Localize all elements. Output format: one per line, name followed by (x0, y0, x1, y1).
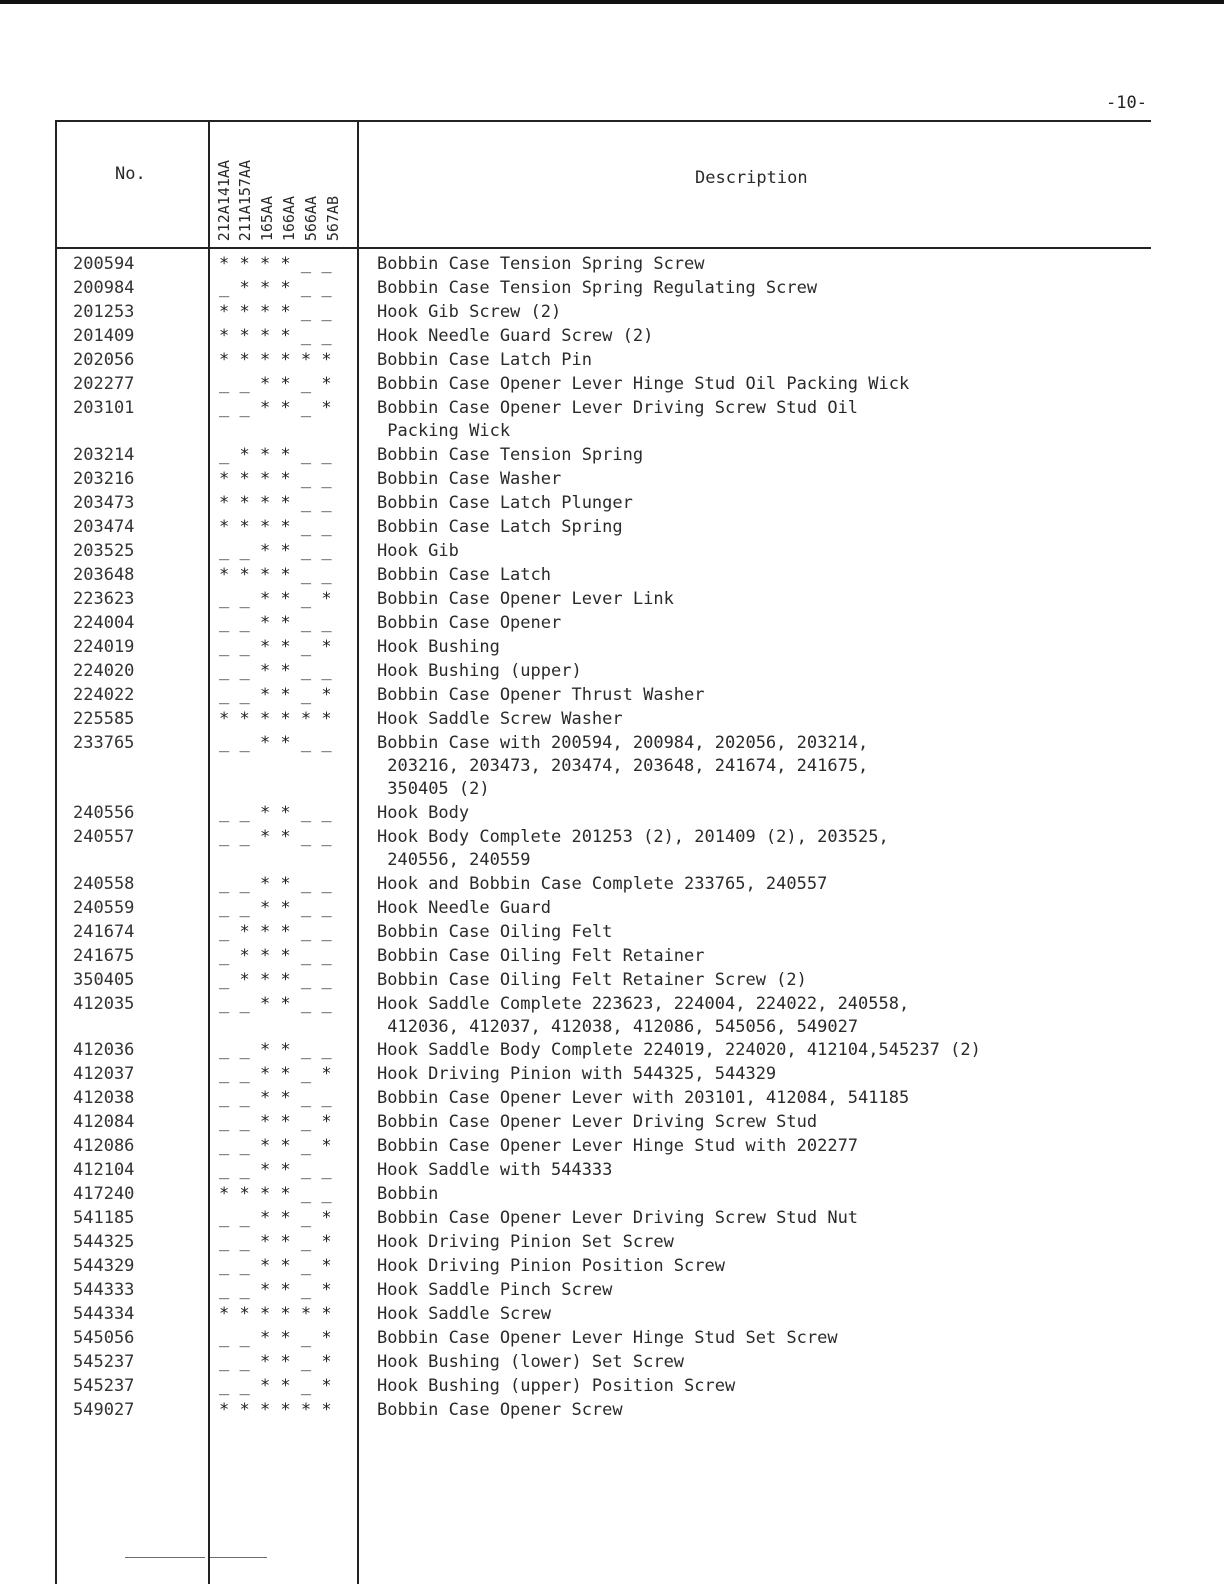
part-number: 545056 (73, 1328, 135, 1349)
part-description: Bobbin Case Opener Lever Hinge Stud Oil Packing Wick (377, 374, 910, 394)
table-row (55, 1111, 1151, 1135)
model-applicability: _ * * * _ _ (219, 921, 332, 942)
part-number: 202056 (73, 350, 135, 370)
table-row (55, 1327, 1151, 1351)
part-number: 412086 (73, 1136, 135, 1157)
parts-list (55, 253, 1151, 1423)
part-description: Bobbin Case Oiling Felt Retainer Screw (2) (377, 969, 807, 990)
table-row (55, 1135, 1151, 1159)
table-row (55, 921, 1151, 945)
part-description: Bobbin Case Latch (377, 564, 551, 585)
table-row (55, 1039, 1151, 1063)
model-applicability: _ _ * * _ * (219, 1280, 332, 1301)
part-number: 201253 (73, 302, 135, 322)
table-row (55, 732, 1151, 802)
model-applicability: _ * * * _ _ (219, 945, 332, 966)
table-row (55, 1279, 1151, 1303)
part-description: Bobbin Case Latch Spring (377, 516, 623, 537)
part-number: 412104 (73, 1160, 135, 1181)
part-number: 412037 (73, 1064, 135, 1085)
table-row (55, 969, 1151, 993)
table-row (55, 1231, 1151, 1255)
part-number: 544333 (73, 1280, 135, 1301)
part-number: 549027 (73, 1400, 135, 1421)
table-row (55, 540, 1151, 564)
part-number: 240558 (73, 873, 135, 894)
table-row (55, 588, 1151, 612)
model-applicability: _ _ * * _ _ (219, 873, 332, 894)
part-number: 202277 (73, 374, 135, 394)
part-description: Bobbin Case with 200594, 200984, 202056, 203214, 203216, 203473, 203474, 203648, 241674, 241675, 350405 (2) (377, 732, 869, 799)
model-applicability: _ _ * * _ _ (219, 826, 332, 847)
part-description: Hook Driving Pinion Set Screw (377, 1232, 674, 1253)
model-applicability: _ _ * * _ _ (219, 1040, 332, 1061)
part-description: Bobbin Case Oiling Felt Retainer (377, 945, 705, 966)
page-number: -10- (1106, 93, 1147, 113)
table-row (55, 325, 1151, 349)
model-applicability: _ _ * * _ _ (219, 732, 332, 753)
table-row (55, 1255, 1151, 1279)
table-row (55, 897, 1151, 921)
table-row (55, 1207, 1151, 1231)
part-number: 224022 (73, 684, 135, 705)
table-row (55, 301, 1151, 325)
part-description: Bobbin Case Opener Lever Driving Screw Stud (377, 1112, 818, 1133)
model-applicability: * * * * * * (219, 1304, 332, 1325)
part-number: 225585 (73, 708, 135, 729)
table-row (55, 1087, 1151, 1111)
model-applicability: _ _ * * _ * (219, 1328, 332, 1349)
model-applicability: * * * * _ _ (219, 468, 332, 489)
table-row (55, 1303, 1151, 1327)
top-border-rule (0, 0, 1224, 4)
model-applicability: _ * * * _ _ (219, 969, 332, 990)
part-number: 544325 (73, 1232, 135, 1253)
part-number: 240556 (73, 802, 135, 823)
part-description: Bobbin Case Opener Screw (377, 1400, 623, 1421)
part-number: 241674 (73, 921, 135, 942)
part-description: Hook Driving Pinion with 544325, 544329 (377, 1064, 777, 1085)
part-number: 203216 (73, 468, 135, 489)
part-number: 200984 (73, 278, 135, 298)
part-description: Bobbin Case Opener Lever Hinge Stud Set Screw (377, 1328, 838, 1349)
part-number: 223623 (73, 588, 135, 609)
part-description: Bobbin Case Tension Spring (377, 444, 644, 465)
part-description: Bobbin Case Opener Lever Link (377, 588, 674, 609)
table-row (55, 349, 1151, 373)
model-applicability: _ _ * * _ _ (219, 1160, 332, 1181)
scan-mark (125, 1557, 205, 1558)
model-applicability: * * * * * * (219, 708, 332, 729)
model-applicability: * * * * _ _ (219, 1184, 332, 1205)
part-number: 224019 (73, 636, 135, 657)
part-description: Hook Bushing (377, 636, 500, 657)
part-number: 412035 (73, 993, 135, 1014)
table-row (55, 945, 1151, 969)
part-number: 203474 (73, 516, 135, 537)
table-row (55, 1063, 1151, 1087)
part-description: Bobbin Case Opener Thrust Washer (377, 684, 705, 705)
table-row (55, 468, 1151, 492)
part-description: Hook Saddle Screw (377, 1304, 551, 1325)
model-applicability: _ _ * * _ * (219, 1256, 332, 1277)
model-applicability: * * * * _ _ (219, 302, 332, 322)
part-number: 241675 (73, 945, 135, 966)
table-row (55, 397, 1151, 444)
model-applicability: _ _ * * _ * (219, 636, 332, 657)
table-row (55, 1375, 1151, 1399)
part-description: Bobbin Case Latch Plunger (377, 492, 633, 513)
model-header: 566AA (302, 195, 320, 241)
part-number: 240559 (73, 897, 135, 918)
part-description: Bobbin Case Tension Spring Regulating Screw (377, 278, 818, 298)
model-applicability: _ _ * * _ _ (219, 660, 332, 681)
model-applicability: _ _ * * _ _ (219, 993, 332, 1014)
part-description: Hook Saddle Body Complete 224019, 224020, 412104,545237 (2) (377, 1040, 981, 1061)
part-number: 545237 (73, 1352, 135, 1373)
part-number: 417240 (73, 1184, 135, 1205)
part-description: Hook Bushing (upper) (377, 660, 582, 681)
model-applicability: _ * * * _ _ (219, 444, 332, 465)
table-row (55, 373, 1151, 397)
part-description: Hook Bushing (lower) Set Screw (377, 1352, 685, 1373)
part-number: 233765 (73, 732, 135, 753)
part-description: Bobbin Case Oiling Felt (377, 921, 613, 942)
part-description: Hook Gib Screw (2) (377, 302, 562, 322)
table-row (55, 802, 1151, 826)
part-description: Hook Body (377, 802, 470, 823)
part-description: Bobbin Case Opener Lever Hinge Stud with 202277 (377, 1136, 859, 1157)
part-description: Hook Saddle Pinch Screw (377, 1280, 613, 1301)
model-applicability: _ _ * * _ * (219, 1376, 332, 1397)
table-row (55, 612, 1151, 636)
part-description: Bobbin Case Opener Lever Driving Screw Stud Oil Packing Wick (377, 398, 859, 441)
part-number: 201409 (73, 326, 135, 346)
part-description: Bobbin Case Opener (377, 612, 562, 633)
part-number: 541185 (73, 1208, 135, 1229)
table-row (55, 826, 1151, 873)
column-header-description: Description (695, 168, 808, 188)
part-description: Bobbin (377, 1184, 439, 1205)
part-number: 203473 (73, 492, 135, 513)
model-column-headers (212, 122, 358, 247)
table-row (55, 564, 1151, 588)
table-row (55, 993, 1151, 1040)
part-number: 203101 (73, 398, 135, 418)
part-description: Hook Saddle Complete 223623, 224004, 224022, 240558, 412036, 412037, 412038, 412086, 545056, 549027 (377, 993, 910, 1037)
model-applicability: _ _ * * _ _ (219, 612, 332, 633)
table-row (55, 516, 1151, 540)
part-description: Hook Needle Guard (377, 897, 551, 918)
model-header: 212A141AA (215, 159, 233, 241)
part-number: 412084 (73, 1112, 135, 1133)
part-number: 544334 (73, 1304, 135, 1325)
part-number: 412038 (73, 1088, 135, 1109)
table-row (55, 1183, 1151, 1207)
table-row (55, 1351, 1151, 1375)
model-applicability: _ _ * * _ _ (219, 540, 332, 561)
part-description: Bobbin Case Opener Lever Driving Screw Stud Nut (377, 1208, 859, 1229)
model-applicability: * * * * * * (219, 1400, 332, 1421)
part-number: 200594 (73, 254, 135, 274)
model-applicability: _ _ * * _ _ (219, 897, 332, 918)
model-applicability: _ _ * * _ * (219, 398, 332, 418)
part-description: Hook Saddle Screw Washer (377, 708, 623, 729)
model-applicability: * * * * _ _ (219, 326, 332, 346)
part-number: 224020 (73, 660, 135, 681)
model-applicability: _ _ * * _ _ (219, 802, 332, 823)
part-description: Hook and Bobbin Case Complete 233765, 240557 (377, 873, 828, 894)
table-row (55, 444, 1151, 468)
part-description: Hook Driving Pinion Position Screw (377, 1256, 725, 1277)
model-applicability: _ _ * * _ * (219, 588, 332, 609)
part-description: Hook Saddle with 544333 (377, 1160, 613, 1181)
part-description: Hook Gib (377, 540, 459, 561)
part-description: Hook Needle Guard Screw (2) (377, 326, 654, 346)
part-number: 544329 (73, 1256, 135, 1277)
part-description: Bobbin Case Opener Lever with 203101, 412084, 541185 (377, 1088, 910, 1109)
table-row (55, 1159, 1151, 1183)
model-applicability: _ _ * * _ * (219, 374, 332, 394)
model-applicability: _ _ * * _ * (219, 1136, 332, 1157)
model-applicability: * * * * _ _ (219, 564, 332, 585)
part-number: 224004 (73, 612, 135, 633)
part-description: Hook Body Complete 201253 (2), 201409 (2), 203525, 240556, 240559 (377, 826, 889, 870)
part-description: Bobbin Case Latch Pin (377, 350, 592, 370)
part-number: 203648 (73, 564, 135, 585)
table-row (55, 636, 1151, 660)
table-row (55, 492, 1151, 516)
model-applicability: _ _ * * _ _ (219, 1088, 332, 1109)
column-header-no: No. (115, 164, 146, 184)
table-row (55, 1399, 1151, 1423)
part-description: Bobbin Case Washer (377, 468, 562, 489)
table-header-rule (55, 247, 1151, 249)
table-row (55, 253, 1151, 277)
table-row (55, 277, 1151, 301)
model-applicability: _ _ * * _ * (219, 1064, 332, 1085)
part-number: 412036 (73, 1040, 135, 1061)
part-number: 203214 (73, 444, 135, 465)
part-number: 240557 (73, 826, 135, 847)
model-applicability: _ _ * * _ * (219, 684, 332, 705)
model-header: 166AA (280, 195, 298, 241)
model-header: 211A157AA (236, 159, 254, 241)
model-applicability: _ _ * * _ * (219, 1208, 332, 1229)
part-number: 350405 (73, 969, 135, 990)
model-applicability: * * * * _ _ (219, 492, 332, 513)
model-header: 567AB (324, 195, 342, 241)
table-row (55, 660, 1151, 684)
scan-mark (210, 1557, 267, 1558)
model-applicability: _ _ * * _ * (219, 1232, 332, 1253)
model-applicability: * * * * * * (219, 350, 332, 370)
model-applicability: _ _ * * _ * (219, 1352, 332, 1373)
part-description: Hook Bushing (upper) Position Screw (377, 1376, 736, 1397)
part-number: 203525 (73, 540, 135, 561)
model-applicability: * * * * _ _ (219, 254, 332, 274)
model-applicability: _ _ * * _ * (219, 1112, 332, 1133)
table-row (55, 873, 1151, 897)
part-number: 545237 (73, 1376, 135, 1397)
part-description: Bobbin Case Tension Spring Screw (377, 254, 705, 274)
table-row (55, 708, 1151, 732)
model-applicability: _ * * * _ _ (219, 278, 332, 298)
table-row (55, 684, 1151, 708)
model-header: 165AA (258, 195, 276, 241)
model-applicability: * * * * _ _ (219, 516, 332, 537)
